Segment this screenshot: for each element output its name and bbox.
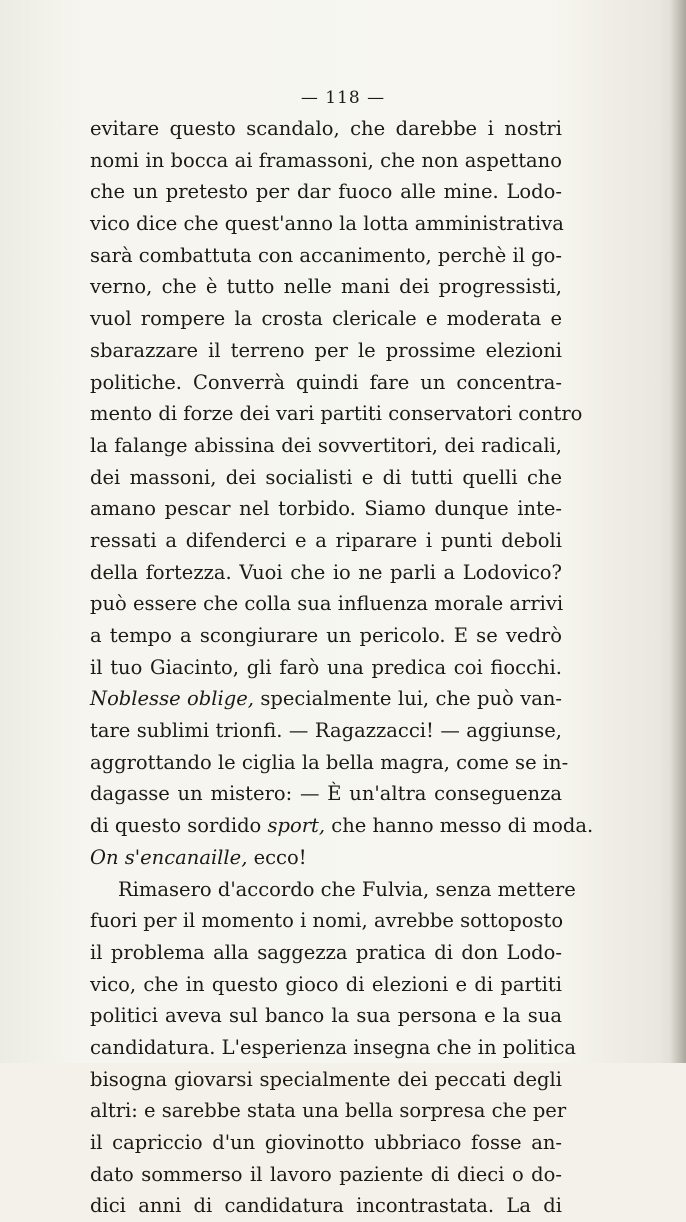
text-line: candidatura. L'esperienza insegna che in politica — [90, 1035, 577, 1059]
text-line — [90, 842, 562, 874]
italic-phrase: On s'encanaille, — [90, 845, 248, 869]
text-line — [90, 810, 594, 842]
text-line: dagasse un mistero: — È un'altra conseguenza — [90, 782, 562, 806]
text-segment: che hanno messo di moda. — [325, 814, 594, 838]
body-text — [90, 113, 594, 1222]
text-line: a tempo a scongiurare un pericolo. E se vedrò — [90, 624, 562, 647]
italic-phrase: Noblesse oblige, — [90, 687, 254, 711]
text-line: fuori per il momento i nomi, avrebbe sottoposto — [90, 909, 564, 933]
text-line: nomi in bocca ai framassoni, che non aspettano — [90, 148, 562, 172]
text-line: sbarazzare il terreno per le prossime elezioni — [90, 338, 562, 362]
text-line: altri: e sarebbe stata una bella sorpresa che per — [90, 1099, 567, 1123]
text-segment: specialmente lui, che può van- — [253, 687, 562, 711]
text-line: della fortezza. Vuoi che io ne parli a Lodovico? — [90, 560, 562, 584]
page-number: — 118 — — [300, 88, 386, 108]
text-line: che un pretesto per dar fuoco alle mine. Lodo- — [90, 180, 562, 204]
text-line: bisogna giovarsi specialmente dei peccati degli — [90, 1067, 562, 1091]
text-line: il tuo Giacinto, gli farò una predica coi fiocchi. — [90, 655, 562, 679]
text-line: mento di forze dei vari partiti conservatori contro — [90, 402, 583, 426]
text-segment: di questo sordido — [90, 814, 268, 838]
text-line: vico, che in questo gioco di elezioni e di partiti — [90, 972, 562, 996]
text-line: evitare questo scandalo, che darebbe i nostri — [90, 117, 562, 140]
text-line: dei massoni, dei socialisti e di tutti quelli che — [90, 465, 562, 489]
text-line: ressati a difenderci e a riparare i punti deboli — [90, 528, 562, 552]
page-edge-shadow — [670, 0, 686, 1063]
text-line: vuol rompere la crosta clericale e moderata e — [90, 307, 562, 331]
paragraph-first-line: Rimasero d'accordo che Fulvia, senza mettere — [118, 877, 576, 901]
text-line: il capriccio d'un giovinotto ubbriaco fosse an- — [90, 1131, 562, 1154]
text-line: dato sommerso il lavoro paziente di dieci o do- — [90, 1162, 562, 1186]
text-line: può essere che colla sua influenza morale arrivi — [90, 592, 564, 616]
text-line: dici anni di candidatura incontrastata. La di — [90, 1194, 562, 1218]
text-line: sarà combattuta con accanimento, perchè il go- — [90, 243, 562, 267]
text-line: la falange abissina dei sovvertitori, dei radicali, — [90, 433, 562, 457]
text-line: amano pescar nel torbido. Siamo dunque inte- — [90, 497, 562, 521]
text-line: aggrottando le ciglia la bella magra, come se in- — [90, 750, 569, 774]
text-line: il problema alla saggezza pratica di don Lodo- — [90, 940, 562, 964]
text-line — [90, 683, 562, 715]
text-line: politiche. Converrà quindi fare un concentra- — [90, 370, 562, 394]
text-line: verno, che è tutto nelle mani dei progressisti, — [90, 275, 562, 299]
text-line: tare sublimi trionfi. — Ragazzacci! — aggiunse, — [90, 719, 562, 743]
italic-phrase: sport, — [267, 814, 326, 838]
text-line: politici aveva sul banco la sua persona e la sua — [90, 1004, 562, 1028]
text-line: vico dice che quest'anno la lotta amministrativa — [90, 212, 564, 236]
text-segment: ecco! — [247, 845, 307, 869]
